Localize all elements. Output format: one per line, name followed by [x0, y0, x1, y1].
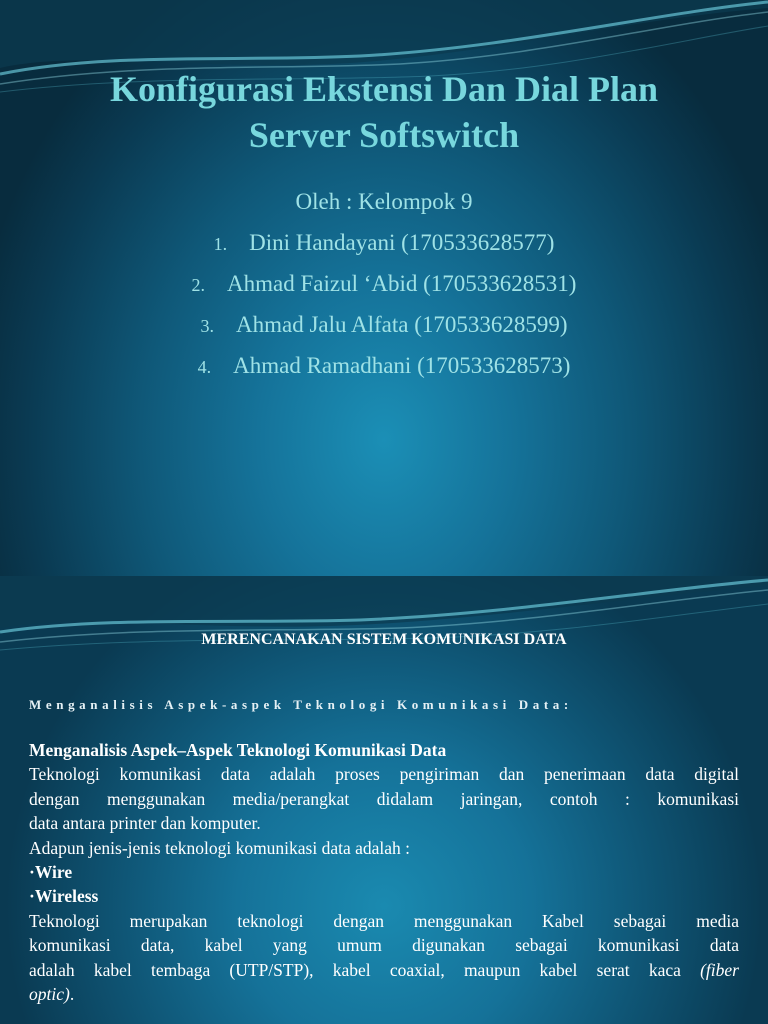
body-line: dengan menggunakan media/perangkat didalam jaringan, contoh : komunikasi	[29, 788, 739, 809]
member-name: Ahmad Faizul ‘Abid (170533628531)	[227, 271, 577, 296]
slide-body	[29, 738, 739, 1006]
member-name: Dini Handayani (170533628577)	[249, 230, 555, 255]
title-line-1: Konfigurasi Ekstensi Dan Dial Plan	[109, 69, 659, 109]
member-item	[0, 227, 768, 268]
slide-heading: MERENCANAKAN SISTEM KOMUNIKASI DATA	[201, 631, 567, 648]
italic-text: (fiber	[700, 959, 739, 980]
body-line: Adapun jenis-jenis teknologi komunikasi data adalah :	[29, 837, 411, 858]
byline: Oleh : Kelompok 9	[295, 189, 473, 214]
body-text: .	[69, 984, 75, 1005]
body-line	[29, 958, 739, 982]
body-line: Teknologi merupakan teknologi dengan menggunakan Kabel sebagai media	[29, 910, 739, 931]
member-number: 4.	[197, 357, 212, 377]
member-list	[0, 227, 768, 391]
body-line: Teknologi komunikasi data adalah proses pengiriman dan penerimaan data digital	[29, 764, 739, 785]
member-number: 2.	[191, 275, 206, 295]
member-number: 1.	[213, 234, 228, 254]
member-item	[0, 309, 768, 350]
body-line: data antara printer dan komputer.	[29, 813, 261, 834]
bullet-item: ·Wire	[29, 862, 73, 883]
body-line: komunikasi data, kabel yang umum digunakan sebagai komunikasi data	[29, 935, 739, 956]
member-item	[0, 350, 768, 391]
member-item	[0, 268, 768, 309]
paragraph-title: Menganalisis Aspek–Aspek Teknologi Komunikasi Data	[29, 740, 447, 760]
title-line-2: Server Softswitch	[248, 115, 520, 155]
content-slide	[0, 576, 768, 1024]
bullet-item: ·Wireless	[29, 886, 99, 907]
body-text: adalah kabel tembaga (UTP/STP), kabel coaxial, maupun kabel serat kaca	[29, 959, 701, 980]
slide-title	[0, 66, 768, 158]
body-line	[29, 982, 739, 1006]
italic-text: optic)	[29, 984, 70, 1005]
slide-subheading: Menganalisis Aspek-aspek Teknologi Komunikasi Data:	[29, 697, 573, 712]
member-name: Ahmad Jalu Alfata (170533628599)	[235, 312, 568, 337]
member-number: 3.	[200, 316, 214, 336]
member-name: Ahmad Ramadhani (170533628573)	[233, 353, 571, 378]
